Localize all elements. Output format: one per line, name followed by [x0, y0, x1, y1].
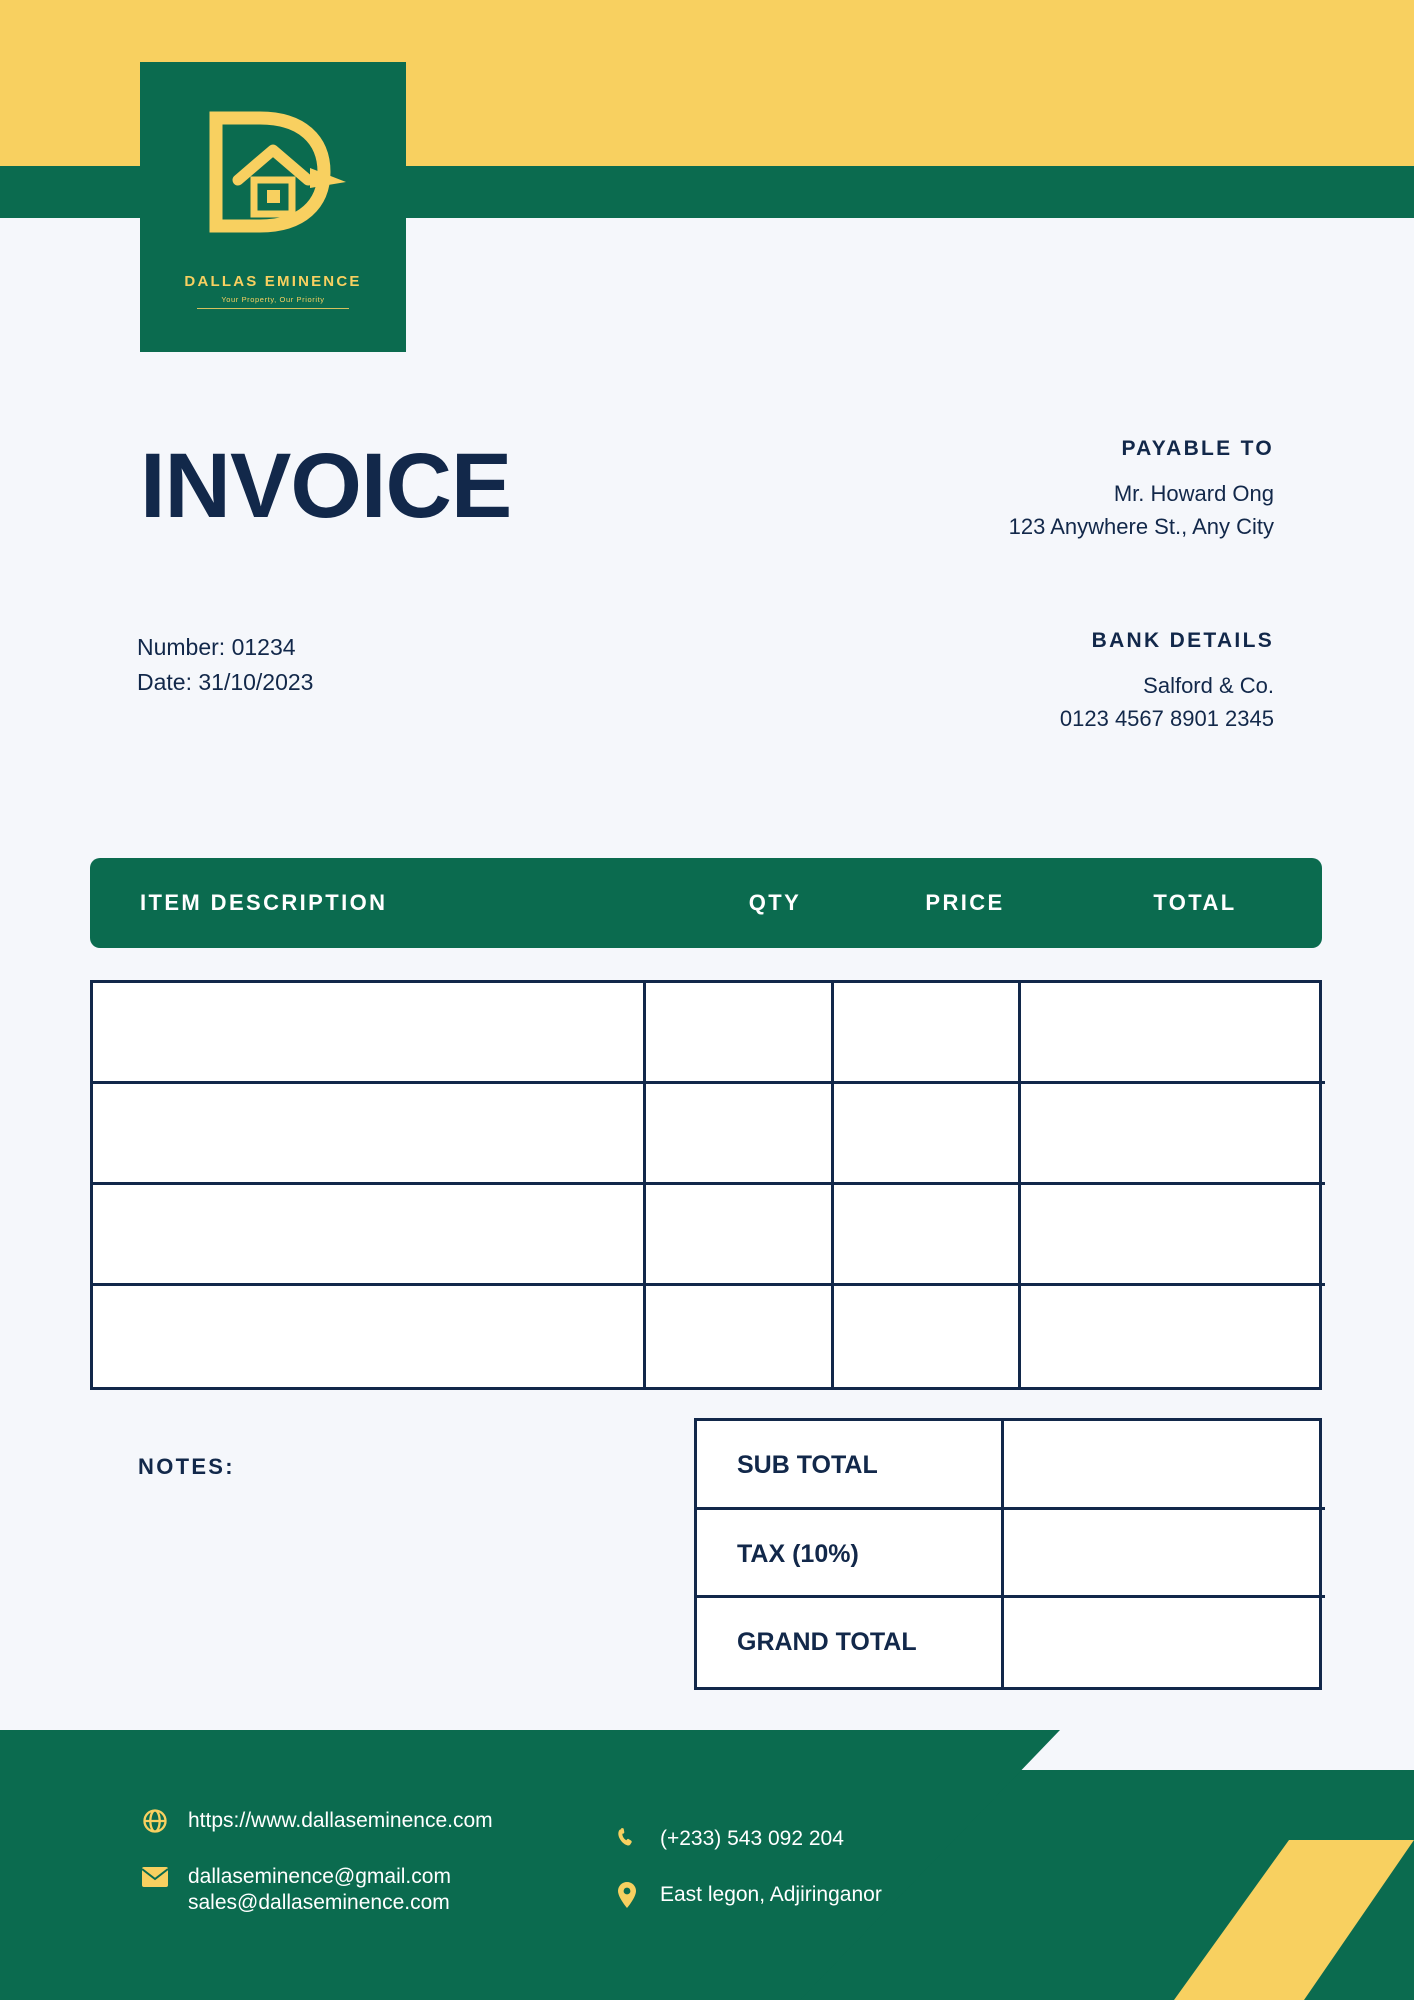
bank-account-number: 0123 4567 8901 2345: [1059, 706, 1274, 731]
logo-divider: [197, 308, 349, 309]
footer-email-line1: dallaseminence@gmail.com: [188, 1864, 451, 1888]
column-header-total: TOTAL: [1153, 890, 1237, 915]
bank-name: Salford & Co.: [1143, 673, 1274, 698]
page-title: INVOICE: [140, 435, 512, 537]
table-column-divider: [643, 983, 646, 1387]
payable-to-address: 123 Anywhere St., Any City: [1008, 514, 1274, 539]
footer-address-row[interactable]: [610, 1878, 882, 1912]
invoice-meta: [137, 630, 313, 699]
footer-contact-left: [138, 1804, 493, 1939]
column-header-description: ITEM DESCRIPTION: [140, 890, 388, 915]
globe-icon: [138, 1804, 172, 1838]
footer-address: East legon, Adjiringanor: [660, 1883, 882, 1906]
phone-icon: [610, 1822, 644, 1856]
column-header-qty: QTY: [748, 890, 802, 915]
totals-table: [694, 1418, 1322, 1690]
sub-total-label: SUB TOTAL: [737, 1451, 878, 1479]
items-table-header: [90, 858, 1322, 948]
footer-website-row[interactable]: [138, 1804, 493, 1838]
footer-phone-row[interactable]: [610, 1822, 882, 1856]
invoice-date: Date: 31/10/2023: [137, 668, 314, 695]
footer-phone: (+233) 543 092 204: [660, 1827, 844, 1850]
payable-to-heading: PAYABLE TO: [1121, 437, 1274, 460]
table-column-divider: [1018, 983, 1021, 1387]
items-table-body: [90, 980, 1322, 1390]
location-pin-icon: [610, 1878, 644, 1912]
tax-label: TAX (10%): [737, 1540, 859, 1568]
logo-tagline: Your Property, Our Priority: [221, 295, 325, 304]
table-row-divider: [93, 1081, 1325, 1084]
footer-email-row[interactable]: [138, 1860, 493, 1917]
envelope-icon: [138, 1860, 172, 1894]
payable-to-name: Mr. Howard Ong: [1113, 481, 1274, 506]
footer-website: https://www.dallaseminence.com: [188, 1808, 493, 1832]
notes-label: NOTES:: [138, 1454, 235, 1479]
column-header-price: PRICE: [925, 890, 1005, 915]
footer-email-line2: sales@dallaseminence.com: [188, 1890, 450, 1914]
footer-email: [188, 1860, 451, 1917]
company-logo: [140, 62, 406, 352]
bank-details-heading: BANK DETAILS: [1091, 629, 1274, 652]
house-letter-d-icon: [198, 108, 348, 238]
invoice-number: Number: 01234: [137, 634, 296, 660]
grand-total-label: GRAND TOTAL: [737, 1628, 917, 1656]
table-column-divider: [831, 983, 834, 1387]
bank-details-block: [1060, 629, 1274, 735]
table-row-divider: [93, 1182, 1325, 1185]
page-footer: [0, 1730, 1414, 2000]
totals-column-divider: [1001, 1421, 1004, 1687]
footer-contact-right: [610, 1822, 882, 1934]
payable-to-block: [1009, 437, 1274, 543]
logo-company-name: DALLAS EMINENCE: [184, 273, 362, 290]
table-row-divider: [93, 1283, 1325, 1286]
